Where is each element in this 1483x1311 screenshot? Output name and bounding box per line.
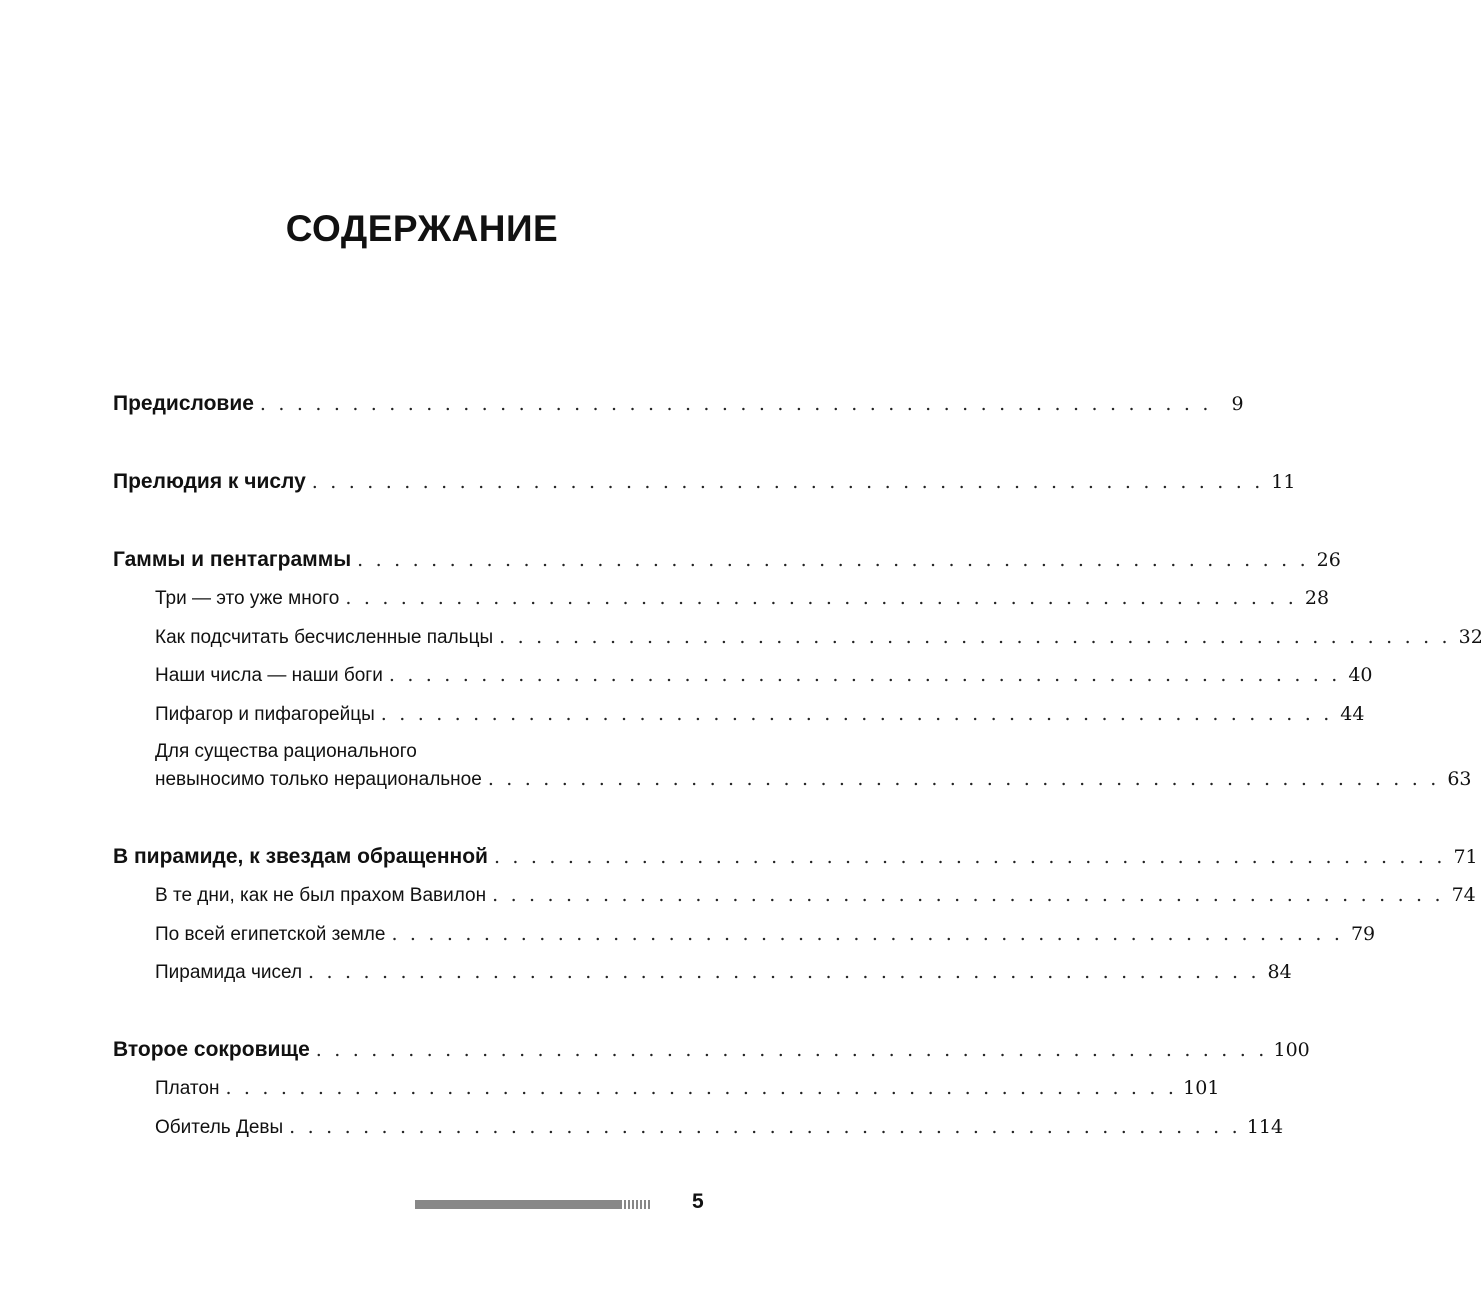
dot-leader: . . . . . . . . . . . . . . . . . . . . . . . . . . . . . . . . . . . . . . . . . . . . . . . . . . . . [315, 1039, 1268, 1061]
toc-entry-title: Как подсчитать бесчисленные пальцы [155, 627, 494, 648]
toc-entry [155, 768, 1472, 791]
dot-leader: . . . . . . . . . . . . . . . . . . . . . . . . . . . . . . . . . . . . . . . . . . . . . . . . . . . . [493, 846, 1446, 868]
dot-leader: . . . . . . . . . . . . . . . . . . . . . . . . . . . . . . . . . . . . . . . . . . . . . . . . . . . . [391, 923, 1344, 945]
toc-entry [113, 392, 1244, 416]
toc-entry-page: 9 [1231, 393, 1244, 415]
toc-entry [155, 703, 1365, 726]
toc-entry-title: Наши числа — наши боги [155, 665, 383, 686]
page-number: 5 [692, 1190, 704, 1213]
toc-entry-page: 114 [1246, 1116, 1284, 1138]
dot-leader: . . . . . . . . . . . . . . . . . . . . . . . . . . . . . . . . . . . . . . . . . . . . . . . . . . . . [225, 1077, 1178, 1099]
toc-entry-title: Предисловие [113, 392, 254, 415]
toc-entry-page: 101 [1183, 1077, 1220, 1099]
dot-leader: . . . . . . . . . . . . . . . . . . . . . . . . . . . . . . . . . . . . . . . . . . . . . . . . . . . . [357, 549, 1309, 571]
toc-entry-page: 44 [1340, 703, 1365, 725]
footer-decorative-bar [415, 1200, 620, 1209]
toc-entry-title: В те дни, как не был прахом Вавилон [155, 885, 487, 906]
toc-entry [155, 961, 1292, 984]
toc-entry [155, 1116, 1284, 1139]
footer-decorative-hatch [620, 1200, 652, 1209]
toc-entry-page: 28 [1304, 587, 1330, 609]
dot-leader: . . . . . . . . . . . . . . . . . . . . . . . . . . . . . . . . . . . . . . . . . . . . . . . . . . . . [289, 1116, 1241, 1138]
toc-entry [155, 626, 1483, 649]
toc-entry-page: 32 [1458, 626, 1483, 648]
dot-leader: . . . . . . . . . . . . . . . . . . . . . . . . . . . . . . . . . . . . . . . . . . . . . . . . . . . . [311, 471, 1264, 493]
toc-entry [155, 587, 1330, 610]
toc-entry-title: Пирамида чисел [155, 962, 303, 983]
dot-leader: . . . . . . . . . . . . . . . . . . . . . . . . . . . . . . . . . . . . . . . . . . . . . . . . . . . . [388, 664, 1341, 686]
toc-entry [113, 548, 1341, 572]
toc-entry [155, 664, 1373, 687]
page-title: СОДЕРЖАНИЕ [285, 208, 559, 249]
toc-entry-title: Платон [155, 1078, 220, 1099]
dot-leader: . . . . . . . . . . . . . . . . . . . . . . . . . . . . . . . . . . . . . . . . . . . . . . . . . . . . [380, 703, 1333, 725]
dot-leader: . . . . . . . . . . . . . . . . . . . . . . . . . . . . . . . . . . . . . . . . . . . . . . . . . . . . [487, 768, 1440, 790]
toc-entry-page: 63 [1447, 768, 1472, 790]
toc-entry [155, 884, 1476, 907]
toc-entry-title: Три — это уже много [155, 588, 340, 609]
toc-entry-title: Второе сокровище [113, 1038, 310, 1061]
toc-entry [113, 1038, 1310, 1062]
dot-leader: . . . . . . . . . . . . . . . . . . . . . . . . . . . . . . . . . . . . . . . . . . . . . . . . . . . . [308, 961, 1260, 983]
toc-entry-title: В пирамиде, к звездам обращенной [113, 845, 488, 868]
toc-entry-title: невыносимо только нерациональное [155, 769, 482, 790]
toc-entry-title: По всей египетской земле [155, 924, 386, 945]
toc-entry [113, 845, 1478, 869]
toc-entry-page: 100 [1273, 1039, 1310, 1061]
toc-entry-page: 84 [1267, 961, 1292, 983]
toc-entry-title: Гаммы и пентаграммы [113, 548, 352, 571]
toc-entry [113, 470, 1296, 494]
toc-entry-page: 11 [1271, 471, 1296, 493]
dot-leader: . . . . . . . . . . . . . . . . . . . . . . . . . . . . . . . . . . . . . . . . . . . . . . . . . . . . [259, 393, 1212, 415]
toc-entry [155, 923, 1376, 946]
toc-entry-page: 40 [1348, 664, 1373, 686]
toc-entry-title: Прелюдия к числу [113, 470, 306, 493]
toc-entry [155, 1077, 1220, 1100]
toc-entry-title: Обитель Девы [155, 1117, 284, 1138]
dot-leader: . . . . . . . . . . . . . . . . . . . . . . . . . . . . . . . . . . . . . . . . . . . . . . . . . . . . [499, 626, 1451, 648]
toc-entry-title-line: Для существа рационального [155, 741, 417, 762]
dot-leader: . . . . . . . . . . . . . . . . . . . . . . . . . . . . . . . . . . . . . . . . . . . . . . . . . . . . [492, 884, 1444, 906]
dot-leader: . . . . . . . . . . . . . . . . . . . . . . . . . . . . . . . . . . . . . . . . . . . . . . . . . . . . [345, 587, 1298, 609]
toc-entry-page: 26 [1316, 549, 1341, 571]
toc-entry-page: 71 [1453, 846, 1478, 868]
toc-entry-page: 79 [1350, 923, 1376, 945]
toc-entry-page: 74 [1451, 884, 1476, 906]
toc-entry-title: Пифагор и пифагорейцы [155, 704, 375, 725]
